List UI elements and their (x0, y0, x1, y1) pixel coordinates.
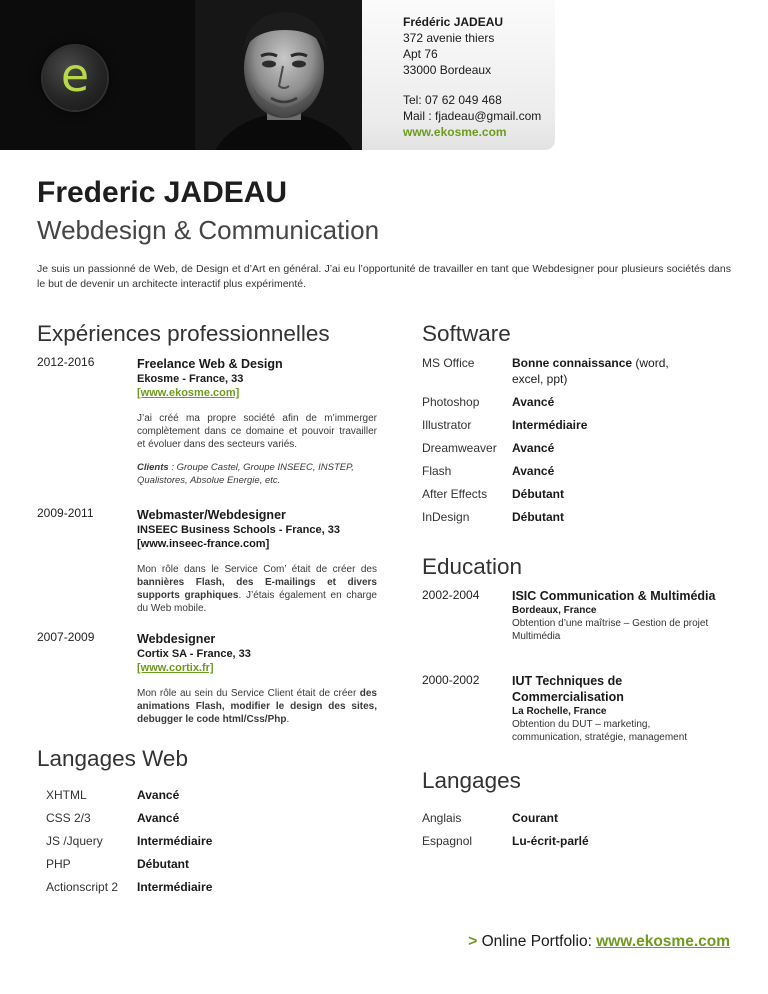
software-level: Avancé (512, 395, 555, 409)
education-dates: 2002-2004 (422, 588, 480, 602)
web-language-name: JS /Jquery (46, 834, 103, 848)
web-language-name: XHTML (46, 788, 87, 802)
experience-company-link[interactable]: [www.inseec-france.com] (137, 538, 270, 550)
experience-clients (137, 461, 377, 487)
intro-paragraph: Je suis un passionné de Web, de Design et d’Art en général. J’ai eu l’opportunité de travailler en tant que Webdesigner pour plusieurs sociétés dans le but de devenir un architecte interactif plus expérimenté. (37, 263, 731, 290)
education-degree: IUT Techniques de Commercialisation (512, 674, 624, 704)
experience-role: Freelance Web & Design (137, 357, 283, 371)
experience-company-link[interactable]: [www.cortix.fr] (137, 662, 214, 674)
education-school: La Rochelle, France (512, 706, 607, 717)
experience-description: Mon rôle dans le Service Com’ était de créer des bannières Flash, des E-mailings et divers supports graphiques. J’étais également en charge du Web mobile. (137, 564, 377, 614)
contact-city: 33000 Bordeaux (403, 63, 492, 77)
contact-block (403, 14, 541, 140)
web-language-level: Intermédiaire (137, 880, 213, 894)
experience-company: Ekosme - France, 33 (137, 373, 244, 385)
contact-email: Mail : fjadeau@gmail.com (403, 109, 542, 123)
web-language-item (46, 810, 346, 826)
software-item (422, 509, 722, 525)
web-language-level: Débutant (137, 857, 189, 871)
experience-item (37, 356, 377, 506)
experience-dates: 2007-2009 (37, 630, 95, 644)
experience-company: INSEEC Business Schools - France, 33 (137, 524, 340, 536)
web-language-item (46, 787, 346, 803)
contact-phone: Tel: 07 62 049 468 (403, 93, 502, 107)
experience-role: Webmaster/Webdesigner (137, 508, 286, 522)
education-school: Bordeaux, France (512, 605, 597, 616)
web-language-name: PHP (46, 857, 71, 871)
experience-item (37, 631, 377, 741)
experience-description: J’ai créé ma propre société afin de m’immerger complètement dans ce domaine et pouvoir travailler et évoluer dans des secteurs variés. (137, 413, 377, 450)
software-item (422, 463, 722, 479)
software-name: MS Office (422, 356, 475, 370)
section-title-experience: Expériences professionnelles (37, 321, 330, 346)
web-language-level: Intermédiaire (137, 834, 213, 848)
portfolio-link[interactable]: www.ekosme.com (596, 933, 730, 950)
experience-company-link[interactable]: [www.ekosme.com] (137, 387, 240, 399)
web-language-item (46, 856, 346, 872)
education-item (422, 588, 742, 668)
language-level: Lu-écrit-parlé (512, 834, 589, 848)
language-level: Courant (512, 811, 558, 825)
software-name: InDesign (422, 510, 470, 524)
software-item (422, 355, 722, 389)
experience-role: Webdesigner (137, 632, 216, 646)
software-name: Illustrator (422, 418, 472, 432)
software-name: Photoshop (422, 395, 480, 409)
software-level: Débutant (512, 487, 564, 501)
section-title-software: Software (422, 321, 511, 346)
software-level: Débutant (512, 510, 564, 524)
contact-address-line: Apt 76 (403, 47, 438, 61)
software-level: Avancé (512, 441, 555, 455)
section-title-education: Education (422, 554, 523, 579)
experience-item (37, 507, 377, 627)
clients-label: Clients (137, 462, 169, 473)
portfolio-label: Online Portfolio: (481, 933, 592, 950)
online-portfolio (468, 932, 730, 952)
experience-company: Cortix SA - France, 33 (137, 648, 251, 660)
logo-letter: e (60, 48, 90, 102)
profile-photo (195, 0, 362, 150)
clients-list: : Groupe Castel, Groupe INSEEC, INSTEP, Qualistores, Absolue Energie, etc. (137, 462, 354, 486)
web-language-name: Actionscript 2 (46, 880, 119, 894)
web-language-item (46, 879, 346, 895)
experience-dates: 2009-2011 (37, 506, 94, 520)
section-title-languages: Langages (422, 768, 521, 793)
arrow-right-icon: > (468, 933, 478, 950)
portrait-image (195, 0, 362, 150)
language-item (422, 833, 722, 849)
software-name: Dreamweaver (422, 441, 497, 455)
software-name: After Effects (422, 487, 488, 501)
language-name: Espagnol (422, 834, 473, 848)
web-language-item (46, 833, 346, 849)
section-title-web-languages: Langages Web (37, 746, 188, 771)
contact-address-line: 372 avenie thiers (403, 31, 495, 45)
software-item (422, 440, 722, 456)
person-name: Frederic JADEAU (37, 176, 288, 209)
contact-website-link[interactable]: www.ekosme.com (403, 125, 507, 139)
header-dark-panel (0, 0, 362, 150)
language-name: Anglais (422, 811, 462, 825)
education-description: Obtention du DUT – marketing, communication, stratégie, management (512, 719, 688, 743)
experience-description: Mon rôle au sein du Service Client était de créer des animations Flash, modifier le design des sites, debugger le code html/Css/Php. (137, 688, 377, 725)
education-degree: ISIC Communication & Multimédia (512, 589, 716, 603)
header-banner (0, 0, 555, 150)
education-dates: 2000-2002 (422, 673, 480, 687)
language-item (422, 810, 722, 826)
software-item (422, 417, 722, 433)
job-title: Webdesign & Communication (37, 215, 380, 245)
software-item (422, 394, 722, 410)
education-item (422, 673, 742, 753)
software-name: Flash (422, 464, 452, 478)
software-level: Bonne connaissance (word, excel, ppt) (512, 356, 669, 386)
web-language-level: Avancé (137, 788, 180, 802)
contact-name: Frédéric JADEAU (403, 15, 504, 29)
logo (43, 46, 107, 110)
software-level: Intermédiaire (512, 418, 588, 432)
education-description: Obtention d’une maîtrise – Gestion de projet Multimédia (512, 618, 709, 642)
experience-dates: 2012-2016 (37, 355, 95, 369)
software-level: Avancé (512, 464, 555, 478)
software-item (422, 486, 722, 502)
web-language-name: CSS 2/3 (46, 811, 91, 825)
web-language-level: Avancé (137, 811, 180, 825)
